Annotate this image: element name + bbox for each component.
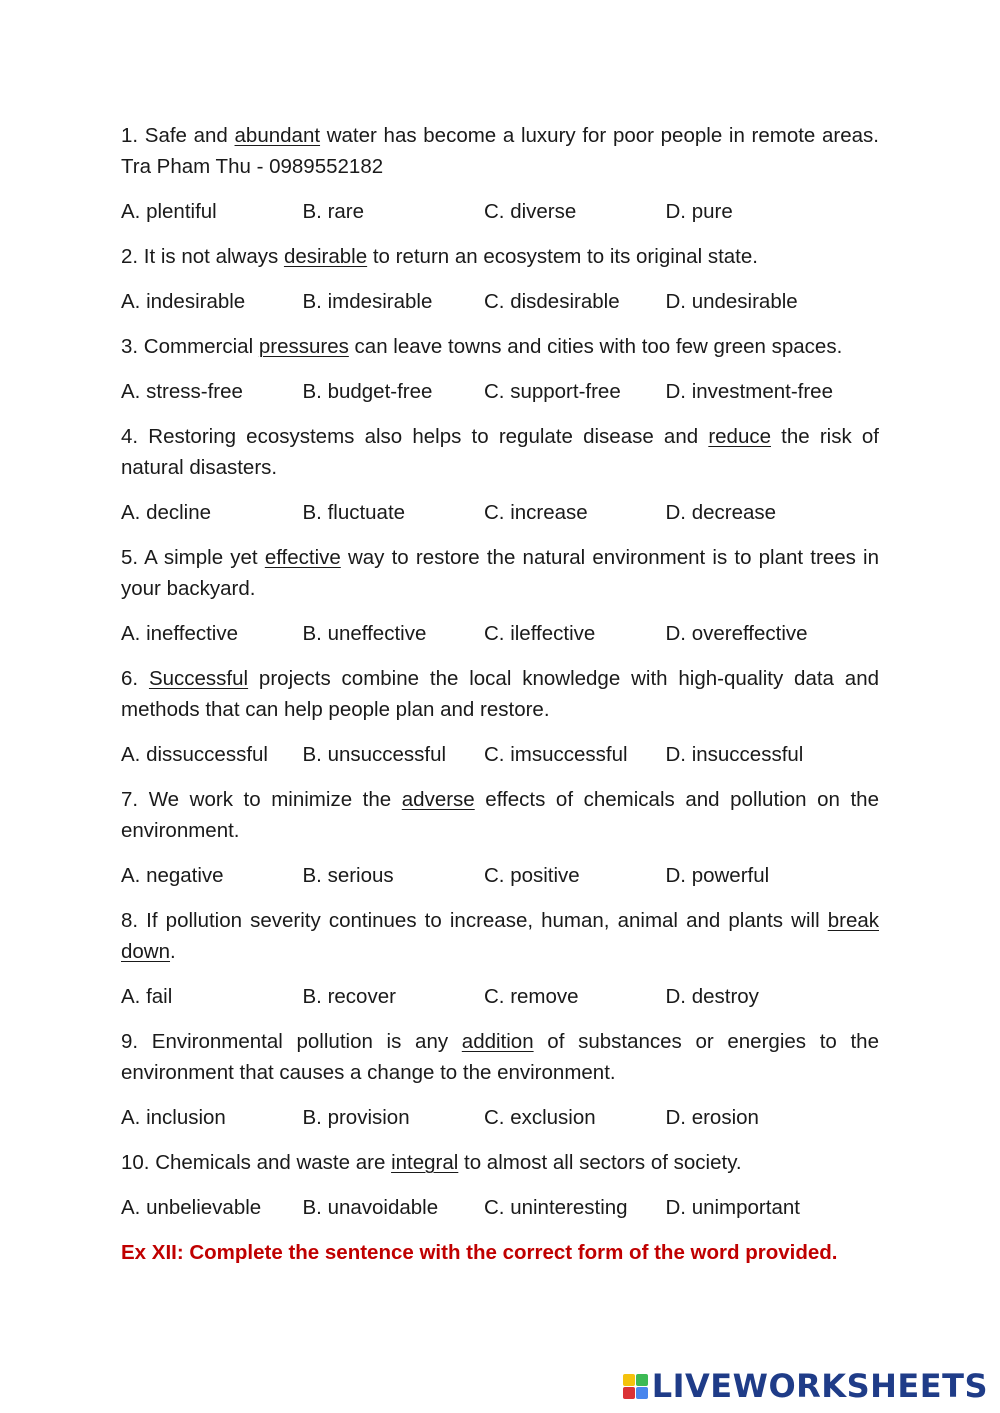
question-list — [121, 120, 879, 1223]
underlined-word: desirable — [283, 245, 368, 268]
options-row-2 — [121, 286, 879, 317]
options-row-4 — [121, 497, 879, 528]
question-text-after: to return an ecosystem to its original state. — [367, 245, 758, 268]
question-8 — [121, 905, 879, 967]
underlined-word: Successful — [148, 667, 249, 690]
worksheet — [121, 120, 879, 1268]
question-text-after: way to restore the natural environment is to plant trees in your backyard. — [121, 546, 879, 600]
liveworksheets-logo[interactable] — [623, 1367, 988, 1405]
option-b[interactable]: B. rare — [302, 200, 365, 223]
question-text-after: of substances or energies to the environment that causes a change to the environment. — [121, 1030, 879, 1084]
question-text-after: projects combine the local knowledge with high-quality data and methods that can help people plan and restore. — [121, 667, 880, 721]
option-a[interactable]: A. dissuccessful — [121, 743, 268, 766]
option-a[interactable]: A. ineffective — [121, 622, 238, 645]
options-row-8 — [121, 981, 879, 1012]
underlined-word: effective — [264, 546, 341, 569]
option-b[interactable]: B. unavoidable — [302, 1196, 439, 1219]
option-d[interactable]: D. powerful — [665, 864, 770, 887]
question-text-after: can leave towns and cities with too few green spaces. — [348, 335, 843, 358]
option-b[interactable]: B. uneffective — [302, 622, 427, 645]
option-b[interactable]: B. provision — [302, 1106, 410, 1129]
option-d[interactable]: D. insuccessful — [665, 743, 804, 766]
options-row-1 — [121, 196, 879, 227]
question-text-before: 10. Chemicals and waste are — [121, 1151, 392, 1174]
option-a[interactable]: A. plentiful — [121, 200, 217, 223]
option-a[interactable]: A. decline — [121, 501, 212, 524]
option-a[interactable]: A. unbelievable — [121, 1196, 262, 1219]
logo-square-4 — [636, 1387, 648, 1399]
logo-square-3 — [623, 1387, 635, 1399]
options-row-7 — [121, 860, 879, 891]
question-1 — [121, 120, 879, 182]
question-text-before: 5. A simple yet — [121, 546, 265, 569]
question-text-before: 3. Commercial — [121, 335, 259, 358]
option-a[interactable]: A. stress-free — [121, 380, 243, 403]
option-c[interactable]: C. ileffective — [484, 622, 596, 645]
option-b[interactable]: B. unsuccessful — [302, 743, 447, 766]
question-text-before: 4. Restoring ecosystems also helps to regulate disease and — [121, 425, 709, 448]
options-row-10 — [121, 1192, 879, 1223]
option-a[interactable]: A. fail — [121, 985, 173, 1008]
option-c[interactable]: C. increase — [484, 501, 588, 524]
option-d[interactable]: D. destroy — [665, 985, 759, 1008]
question-2 — [121, 241, 879, 272]
option-c[interactable]: C. imsuccessful — [484, 743, 628, 766]
option-a[interactable]: A. negative — [121, 864, 224, 887]
logo-square-2 — [636, 1374, 648, 1386]
option-d[interactable]: D. pure — [665, 200, 733, 223]
question-5 — [121, 542, 879, 604]
question-text-after: the risk of natural disasters. — [121, 425, 880, 479]
liveworksheets-logo-icon — [623, 1374, 648, 1399]
option-c[interactable]: C. positive — [484, 864, 580, 887]
options-row-3 — [121, 376, 879, 407]
option-b[interactable]: B. imdesirable — [302, 290, 433, 313]
option-d[interactable]: D. overeffective — [665, 622, 808, 645]
question-3 — [121, 331, 879, 362]
option-a[interactable]: A. inclusion — [121, 1106, 226, 1129]
options-row-9 — [121, 1102, 879, 1133]
option-d[interactable]: D. undesirable — [665, 290, 798, 313]
option-c[interactable]: C. remove — [484, 985, 579, 1008]
question-text-before: 7. We work to minimize the — [121, 788, 402, 811]
exercise-heading: Ex XII: Complete the sentence with the correct form of the word provided. — [121, 1241, 838, 1264]
underlined-word: abundant — [234, 124, 321, 147]
question-text-after: effects of chemicals and pollution on the environment. — [121, 788, 879, 842]
logo-square-1 — [623, 1374, 635, 1386]
option-d[interactable]: D. investment-free — [665, 380, 833, 403]
option-c[interactable]: C. diverse — [484, 200, 577, 223]
option-b[interactable]: B. recover — [302, 985, 396, 1008]
question-text-before: 8. If pollution severity continues to increase, human, animal and plants will — [121, 909, 828, 932]
option-d[interactable]: D. erosion — [665, 1106, 759, 1129]
liveworksheets-logo-text: LIVEWORKSHEETS — [651, 1367, 988, 1405]
option-c[interactable]: C. exclusion — [484, 1106, 596, 1129]
underlined-word: adverse — [401, 788, 475, 811]
options-row-6 — [121, 739, 879, 770]
question-text-after: . — [170, 940, 176, 963]
option-c[interactable]: C. disdesirable — [484, 290, 620, 313]
option-c[interactable]: C. support-free — [484, 380, 621, 403]
underlined-word: addition — [461, 1030, 534, 1053]
option-a[interactable]: A. indesirable — [121, 290, 246, 313]
question-9 — [121, 1026, 879, 1088]
option-b[interactable]: B. serious — [302, 864, 394, 887]
question-text-after: to almost all sectors of society. — [458, 1151, 742, 1174]
option-b[interactable]: B. fluctuate — [302, 501, 406, 524]
underlined-word: integral — [391, 1151, 459, 1174]
option-d[interactable]: D. decrease — [665, 501, 777, 524]
question-text-before: 9. Environmental pollution is any — [121, 1030, 462, 1053]
question-4 — [121, 421, 879, 483]
underlined-word: reduce — [708, 425, 771, 448]
question-10 — [121, 1147, 879, 1178]
option-c[interactable]: C. uninteresting — [484, 1196, 628, 1219]
question-text-after: water has become a luxury for poor people in remote areas. Tra Pham Thu - 0989552182 — [121, 124, 879, 178]
question-text-before: 1. Safe and — [121, 124, 235, 147]
question-text-before: 6. — [121, 667, 149, 690]
options-row-5 — [121, 618, 879, 649]
question-7 — [121, 784, 879, 846]
question-text-before: 2. It is not always — [121, 245, 284, 268]
option-b[interactable]: B. budget-free — [302, 380, 433, 403]
underlined-word: break down — [121, 909, 879, 963]
option-d[interactable]: D. unimportant — [665, 1196, 800, 1219]
underlined-word: pressures — [258, 335, 349, 358]
question-6 — [121, 663, 879, 725]
